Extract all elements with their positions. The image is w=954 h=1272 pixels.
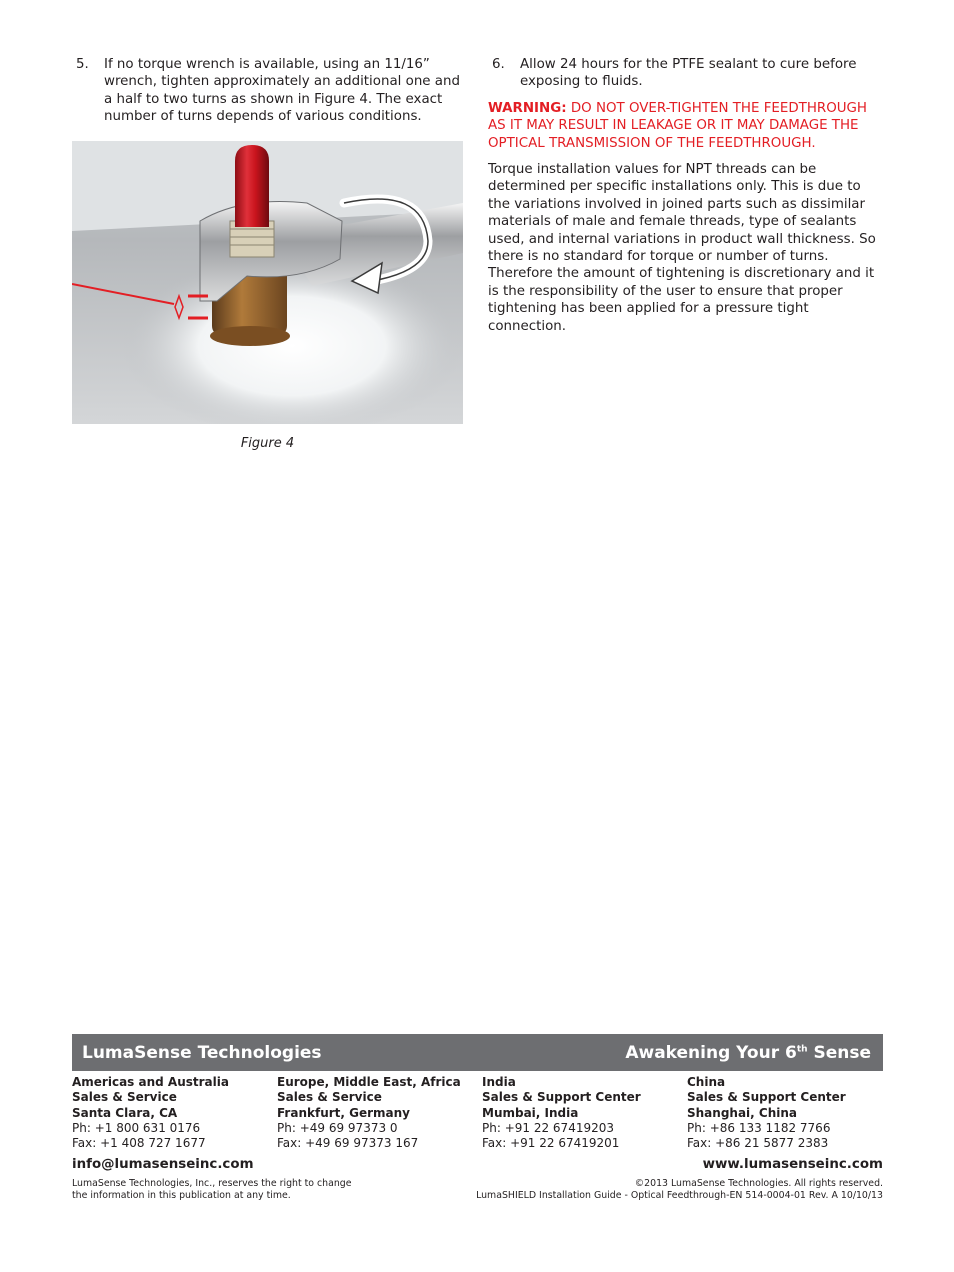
office-city: Mumbai, India xyxy=(482,1105,579,1120)
office-city: Frankfurt, Germany xyxy=(277,1105,410,1120)
office-type: Sales & Support Center xyxy=(482,1090,641,1105)
footer-banner xyxy=(72,1034,883,1071)
office-fax: Fax: +86 21 5877 2383 xyxy=(687,1136,829,1151)
office-fax: Fax: +1 408 727 1677 xyxy=(72,1136,206,1151)
torque-paragraph: Torque installation values for NPT threads can be determined per specific installations only. This is due to the variations involved in joined parts such as dissimilar materials of male and female threads, type of sealants used, and internal variations in product wall thickness. So there is no standard for torque or number of turns. Therefore the amount of tightening is discretionary and it is the responsibility of the user to ensure that proper tightening has been applied for a pressure tight connection. xyxy=(488,162,876,334)
disclaimer xyxy=(72,1178,352,1202)
office-region: Europe, Middle East, Africa xyxy=(277,1075,461,1089)
tagline xyxy=(625,1043,871,1063)
copyright-block xyxy=(476,1178,883,1202)
office-china xyxy=(687,1075,846,1151)
figure-caption: Figure 4 xyxy=(240,436,295,451)
tagline-superscript: th xyxy=(796,1044,808,1055)
office-type: Sales & Service xyxy=(72,1090,177,1105)
company-name: LumaSense Technologies xyxy=(82,1043,322,1063)
office-type: Sales & Service xyxy=(277,1090,382,1105)
office-phone: Ph: +86 133 1182 7766 xyxy=(687,1120,831,1135)
warning-text: DO NOT OVER-TIGHTEN THE FEEDTHROUGH AS IT MAY RESULT IN LEAKAGE OR IT MAY DAMAGE THE OPTICAL TRANSMISSION OF THE FEEDTHROUGH. xyxy=(488,100,867,151)
right-column xyxy=(488,56,883,335)
office-india xyxy=(482,1075,641,1151)
step-5 xyxy=(72,56,470,126)
tagline-suffix: Sense xyxy=(807,1043,871,1063)
wrench-photo-illustration xyxy=(72,141,463,424)
warning-notice xyxy=(488,100,883,152)
step-5-number: 5. xyxy=(76,57,89,72)
office-region: India xyxy=(482,1075,516,1089)
warning-label: WARNING: xyxy=(488,100,567,116)
office-city: Santa Clara, CA xyxy=(72,1105,178,1120)
tagline-prefix: Awakening Your 6 xyxy=(625,1043,797,1063)
office-americas xyxy=(72,1075,229,1151)
disclaimer-line-2: the information in this publication at any time. xyxy=(72,1190,291,1201)
office-city: Shanghai, China xyxy=(687,1105,798,1120)
office-type: Sales & Support Center xyxy=(687,1090,846,1105)
document-id: LumaSHIELD Installation Guide - Optical Feedthrough-EN 514-0004-01 Rev. A 10/10/13 xyxy=(476,1190,883,1201)
figure-4-photo xyxy=(72,141,463,424)
step-5-text: If no torque wrench is available, using an 11/16” wrench, tighten approximately an additional one and a half to two turns as shown in Figure 4. The exact number of turns depends of various conditions. xyxy=(104,57,460,125)
office-europe xyxy=(277,1075,461,1151)
disclaimer-line-1: LumaSense Technologies, Inc., reserves the right to change xyxy=(72,1178,352,1189)
office-fax: Fax: +91 22 67419201 xyxy=(482,1136,620,1151)
office-phone: Ph: +91 22 67419203 xyxy=(482,1120,614,1135)
office-region: China xyxy=(687,1075,726,1089)
office-phone: Ph: +1 800 631 0176 xyxy=(72,1120,201,1135)
office-fax: Fax: +49 69 97373 167 xyxy=(277,1136,419,1151)
step-6 xyxy=(488,56,883,91)
website-link[interactable]: www.lumasenseinc.com xyxy=(702,1157,883,1172)
email-link[interactable]: info@lumasenseinc.com xyxy=(72,1157,254,1172)
copyright: ©2013 LumaSense Technologies. All rights reserved. xyxy=(634,1178,883,1189)
step-6-number: 6. xyxy=(492,57,505,72)
office-region: Americas and Australia xyxy=(72,1075,229,1089)
office-phone: Ph: +49 69 97373 0 xyxy=(277,1120,398,1135)
step-6-text: Allow 24 hours for the PTFE sealant to cure before exposing to fluids. xyxy=(520,57,857,90)
